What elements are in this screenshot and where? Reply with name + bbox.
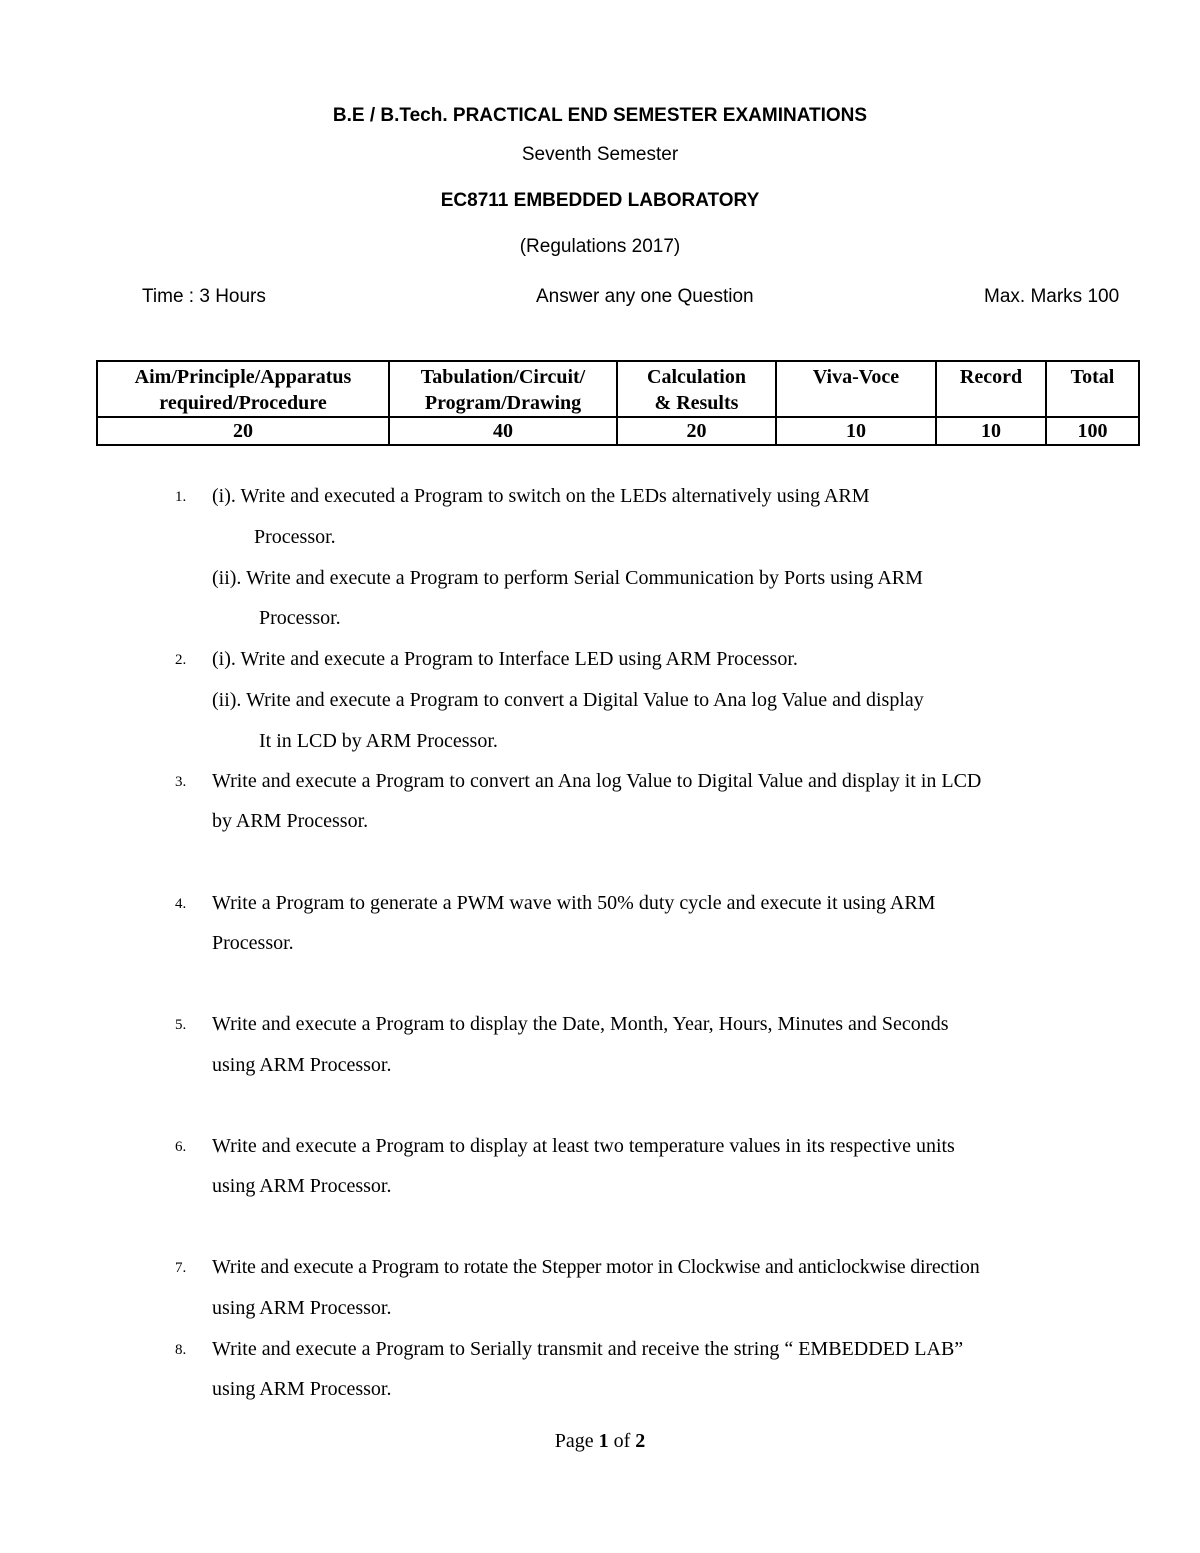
question-line: using ARM Processor. bbox=[212, 1297, 392, 1319]
header-line: required/Procedure bbox=[159, 392, 327, 414]
marks-value-cell: 20 bbox=[617, 417, 776, 445]
question-line: Write a Program to generate a PWM wave with 50% duty cycle and execute it using ARM bbox=[212, 892, 936, 914]
header-line bbox=[1051, 390, 1134, 416]
max-marks: Max. Marks 100 bbox=[984, 286, 1120, 307]
marks-value-cell: 10 bbox=[936, 417, 1046, 445]
question-number: 1. bbox=[175, 489, 187, 505]
question-line: by ARM Processor. bbox=[212, 810, 369, 832]
semester: Seventh Semester bbox=[521, 144, 679, 165]
question-number: 2. bbox=[175, 652, 187, 668]
page-total: 2 bbox=[635, 1430, 646, 1452]
question-number: 5. bbox=[175, 1017, 187, 1033]
question-line: It in LCD by ARM Processor. bbox=[259, 730, 498, 752]
question-number: 4. bbox=[175, 896, 187, 912]
marks-header-cell bbox=[936, 361, 1046, 417]
marks-value-cell: 10 bbox=[776, 417, 936, 445]
question-line: Write and execute a Program to rotate the Stepper motor in Clockwise and anticlockwise direction bbox=[212, 1256, 980, 1278]
marks-value-cell: 100 bbox=[1046, 417, 1139, 445]
header-line: Aim/Principle/Apparatus bbox=[134, 366, 352, 388]
marks-table bbox=[96, 360, 1140, 446]
regulations: (Regulations 2017) bbox=[519, 236, 681, 257]
of-word: of bbox=[613, 1430, 631, 1452]
page-current: 1 bbox=[598, 1430, 609, 1452]
question-line: using ARM Processor. bbox=[212, 1054, 392, 1076]
marks-header-cell bbox=[97, 361, 389, 417]
question-number: 6. bbox=[175, 1139, 187, 1155]
question-line: Processor. bbox=[212, 932, 294, 954]
question-line: Write and execute a Program to display the Date, Month, Year, Hours, Minutes and Seconds bbox=[212, 1013, 949, 1035]
question-line: Write and execute a Program to Serially transmit and receive the string “ EMBEDDED LAB” bbox=[212, 1338, 964, 1360]
question-line: using ARM Processor. bbox=[212, 1378, 392, 1400]
header-line: Program/Drawing bbox=[424, 392, 582, 414]
question-number: 7. bbox=[175, 1260, 187, 1276]
marks-header-cell bbox=[1046, 361, 1139, 417]
exam-instruction: Answer any one Question bbox=[536, 286, 754, 307]
header-line: Record bbox=[959, 366, 1023, 388]
header-line: & Results bbox=[654, 392, 739, 414]
marks-value-row bbox=[97, 417, 1139, 445]
question-line: (ii). Write and execute a Program to convert a Digital Value to Ana log Value and display bbox=[212, 689, 924, 711]
marks-value-cell: 20 bbox=[97, 417, 389, 445]
question-line: Write and execute a Program to display at least two temperature values in its respective units bbox=[212, 1135, 955, 1157]
marks-header-cell bbox=[617, 361, 776, 417]
header-line bbox=[941, 390, 1041, 416]
marks-header-row bbox=[97, 361, 1139, 417]
header-line bbox=[781, 390, 931, 416]
question-line: Write and execute a Program to convert an Ana log Value to Digital Value and display it in LCD bbox=[212, 770, 982, 792]
header-line: Calculation bbox=[647, 366, 746, 388]
exam-title: B.E / B.Tech. PRACTICAL END SEMESTER EXAMINATIONS bbox=[332, 105, 868, 126]
marks-value-cell: 40 bbox=[389, 417, 617, 445]
exam-time: Time : 3 Hours bbox=[142, 286, 266, 307]
question-line: (i). Write and executed a Program to switch on the LEDs alternatively using ARM bbox=[212, 485, 870, 507]
header-line: Total bbox=[1070, 366, 1115, 388]
header-line: Tabulation/Circuit/ bbox=[420, 366, 586, 388]
marks-header-cell bbox=[389, 361, 617, 417]
page-indicator bbox=[0, 1430, 1200, 1453]
question-line: (ii). Write and execute a Program to perform Serial Communication by Ports using ARM bbox=[212, 567, 923, 589]
header-line: Viva-Voce bbox=[812, 366, 900, 388]
question-number: 3. bbox=[175, 774, 187, 790]
question-line: using ARM Processor. bbox=[212, 1175, 392, 1197]
question-number: 8. bbox=[175, 1342, 187, 1358]
question-line: Processor. bbox=[259, 607, 341, 629]
page-word: Page bbox=[554, 1430, 594, 1452]
course-title: EC8711 EMBEDDED LABORATORY bbox=[440, 190, 760, 211]
question-line: (i). Write and execute a Program to Interface LED using ARM Processor. bbox=[212, 648, 798, 670]
marks-header-cell bbox=[776, 361, 936, 417]
question-line: Processor. bbox=[254, 526, 336, 548]
